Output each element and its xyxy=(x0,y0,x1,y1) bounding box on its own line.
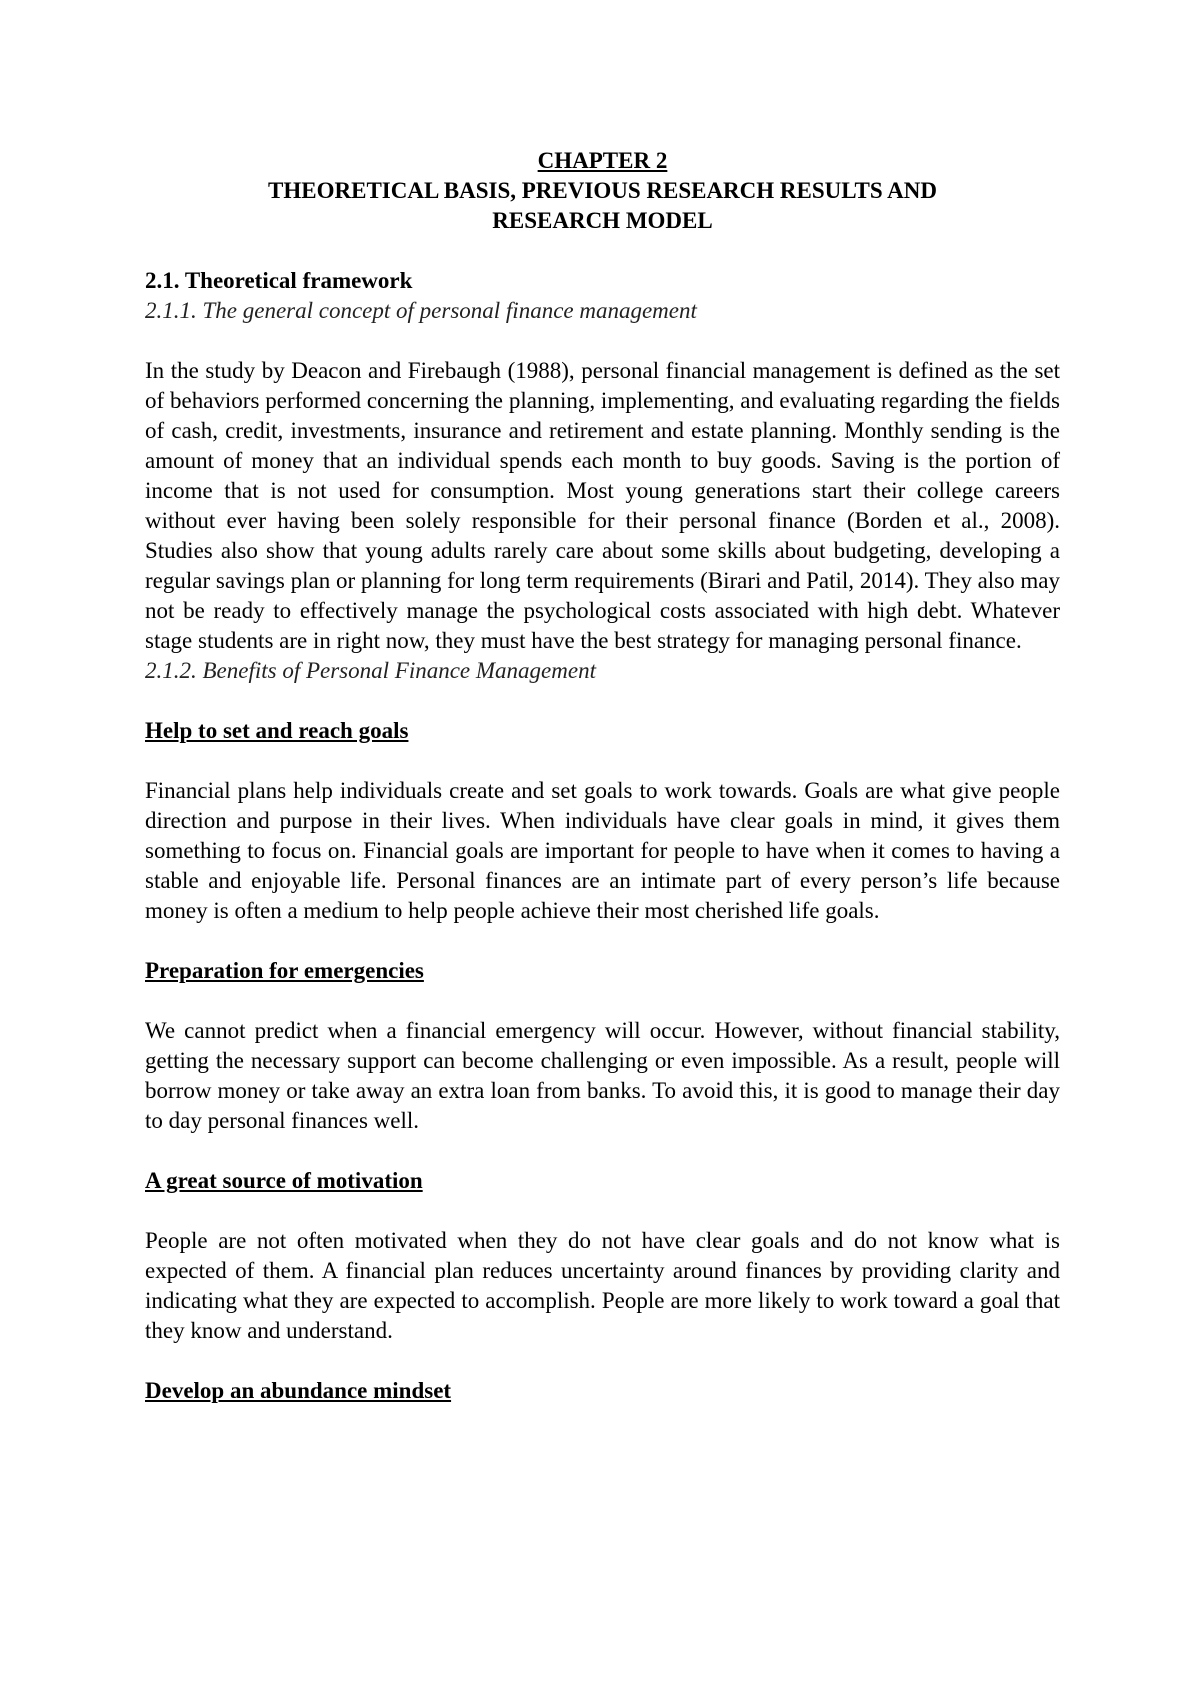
subsection-heading-2: 2.1.2. Benefits of Personal Finance Management xyxy=(145,658,596,683)
chapter-heading xyxy=(145,146,1060,236)
chapter-title-line-2: RESEARCH MODEL xyxy=(492,208,713,233)
paragraph-concept: In the study by Deacon and Firebaugh (1988), personal financial management is defined as the set of behaviors performed concerning the planning, implementing, and evaluating regarding the fields of cash, credit, investments, insurance and retirement and estate planning. Monthly sending is the amount of money that an individual spends each month to buy goods. Saving is the portion of income that is not used for consumption. Most young generations start their college careers without ever having been solely responsible for their personal finance (Borden et al., 2008). Studies also show that young adults rarely care about some skills about budgeting, developing a regular savings plan or planning for long term requirements (Birari and Patil, 2014). They also may not be ready to effectively manage the psychological costs associated with high debt. Whatever stage students are in right now, they must have the best strategy for managing personal finance. xyxy=(145,358,1060,653)
chapter-title-line-1: THEORETICAL BASIS, PREVIOUS RESEARCH RESULTS AND xyxy=(268,178,937,203)
subsection-heading-1: 2.1.1. The general concept of personal finance management xyxy=(145,298,697,323)
benefit-heading-abundance: Develop an abundance mindset xyxy=(145,1378,452,1403)
benefit-heading-emergencies: Preparation for emergencies xyxy=(145,958,424,983)
benefit-heading-goals: Help to set and reach goals xyxy=(145,718,409,743)
benefit-paragraph-goals: Financial plans help individuals create and set goals to work towards. Goals are what give people direction and purpose in their lives. When individuals have clear goals in mind, it gives them something to focus on. Financial goals are important for people to have when it comes to having a stable and enjoyable life. Personal finances are an intimate part of every person’s life because money is often a medium to help people achieve their most cherished life goals. xyxy=(145,778,1060,923)
benefit-paragraph-motivation: People are not often motivated when they do not have clear goals and do not know what is expected of them. A financial plan reduces uncertainty around finances by providing clarity and indicating what they are expected to accomplish. People are more likely to work toward a goal that they know and understand. xyxy=(145,1228,1060,1343)
document-page xyxy=(145,146,1060,1406)
benefit-paragraph-emergencies: We cannot predict when a financial emergency will occur. However, without financial stability, getting the necessary support can become challenging or even impossible. As a result, people will borrow money or take away an extra loan from banks. To avoid this, it is good to manage their day to day personal finances well. xyxy=(145,1018,1060,1133)
chapter-number: CHAPTER 2 xyxy=(537,148,668,173)
section-heading: 2.1. Theoretical framework xyxy=(145,268,413,293)
benefit-heading-motivation: A great source of motivation xyxy=(145,1168,423,1193)
